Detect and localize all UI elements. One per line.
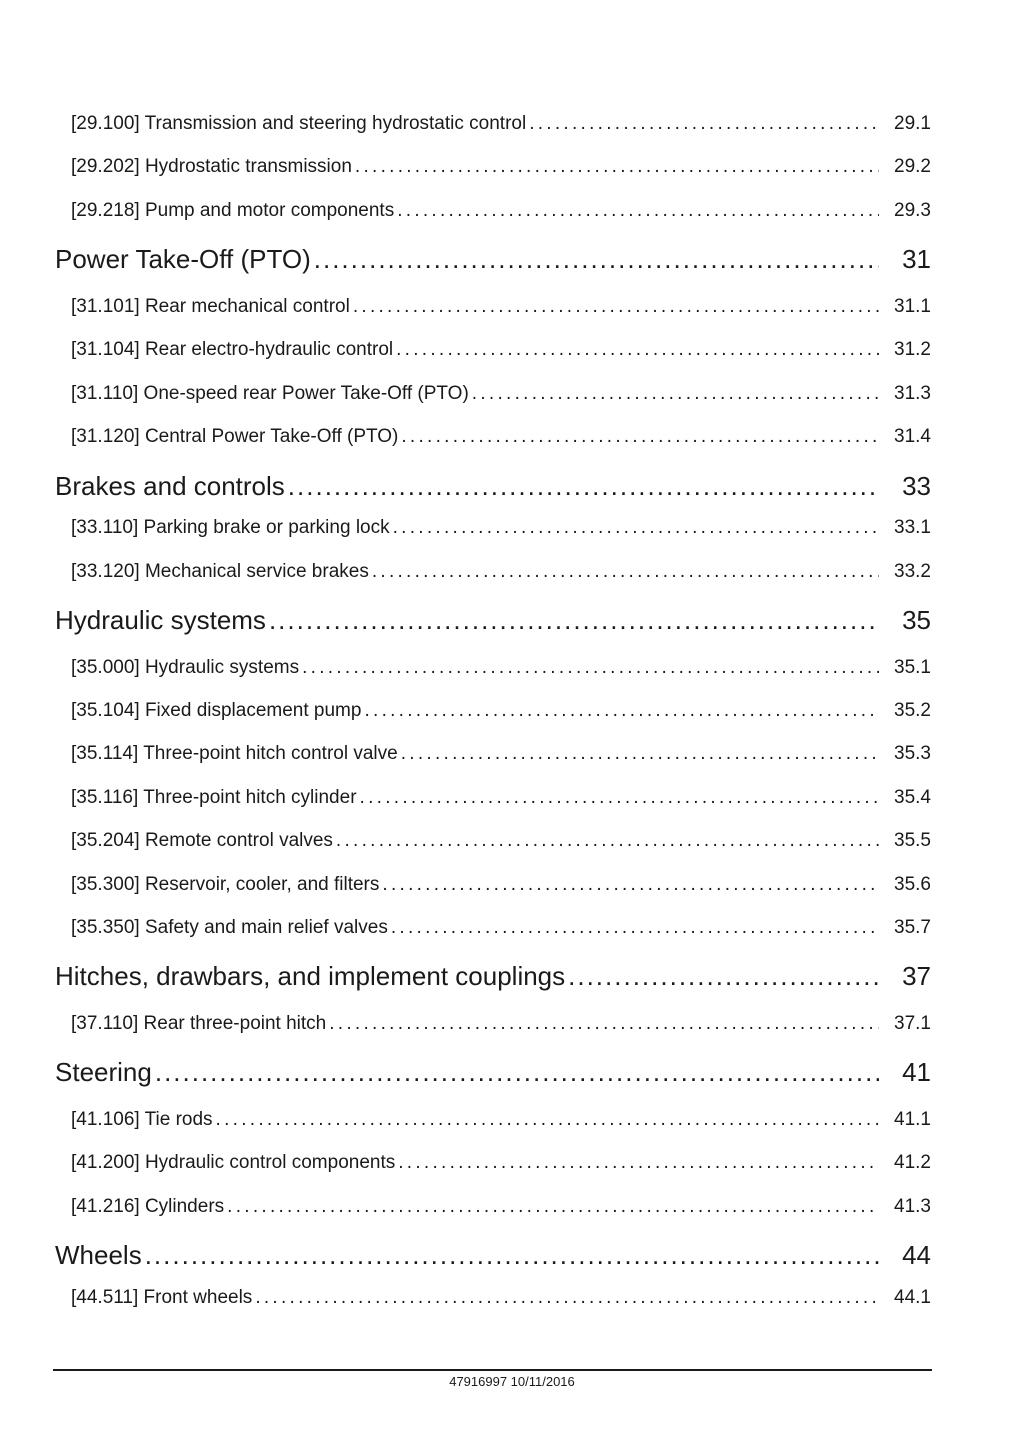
toc-subsection-entry[interactable]: [55, 426, 931, 448]
entry-page-number: 35.4: [894, 787, 931, 808]
dot-leader: [391, 917, 879, 939]
toc-subsection-entry[interactable]: [55, 743, 931, 765]
dot-leader: [353, 296, 879, 318]
entry-page-number: 35.5: [894, 830, 931, 851]
entry-title: [29.100] Transmission and steering hydrostatic control: [71, 113, 527, 134]
toc-subsection-entry[interactable]: [55, 787, 931, 809]
entry-title: [31.104] Rear electro-hydraulic control: [71, 339, 394, 360]
entry-title: [35.300] Reservoir, cooler, and filters: [71, 874, 380, 895]
entry-title: [33.120] Mechanical service brakes: [71, 561, 369, 582]
toc-section-entry[interactable]: [55, 961, 931, 992]
entry-title: [31.101] Rear mechanical control: [71, 296, 350, 317]
dot-leader: [355, 156, 879, 178]
entry-page-number: 44.1: [894, 1287, 931, 1308]
dot-leader: [314, 244, 879, 275]
toc-section-entry[interactable]: [55, 605, 931, 636]
entry-title: [35.116] Three-point hitch cylinder: [71, 787, 357, 808]
dot-leader: [529, 113, 879, 135]
dot-leader: [155, 1057, 879, 1088]
dot-leader: [364, 700, 879, 722]
dot-leader: [568, 961, 879, 992]
entry-page-number: 31.2: [894, 339, 931, 360]
toc-section-entry[interactable]: [55, 471, 931, 502]
toc-subsection-entry[interactable]: [55, 113, 931, 135]
entry-title: [29.202] Hydrostatic transmission: [71, 156, 352, 177]
dot-leader: [216, 1109, 879, 1131]
entry-page-number: 31.1: [894, 296, 931, 317]
entry-page-number: 31: [902, 244, 931, 274]
dot-leader: [145, 1240, 879, 1271]
entry-title: [41.106] Tie rods: [71, 1109, 213, 1130]
dot-leader: [382, 874, 879, 896]
dot-leader: [227, 1196, 879, 1218]
entry-title: [41.216] Cylinders: [71, 1196, 225, 1217]
toc-subsection-entry[interactable]: [55, 657, 931, 679]
dot-leader: [336, 830, 879, 852]
dot-leader: [329, 1013, 879, 1035]
toc-subsection-entry[interactable]: [55, 296, 931, 318]
dot-leader: [397, 200, 879, 222]
entry-page-number: 35.2: [894, 700, 931, 721]
entry-page-number: 44: [902, 1240, 931, 1270]
toc-subsection-entry[interactable]: [55, 830, 931, 852]
entry-page-number: 35: [902, 605, 931, 635]
dot-leader: [396, 339, 879, 361]
entry-page-number: 41.2: [894, 1152, 931, 1173]
toc-subsection-entry[interactable]: [55, 1287, 931, 1309]
entry-page-number: 33: [902, 471, 931, 501]
entry-title: [35.204] Remote control valves: [71, 830, 333, 851]
entry-page-number: 41: [902, 1057, 931, 1087]
entry-page-number: 29.3: [894, 200, 931, 221]
toc-subsection-entry[interactable]: [55, 1109, 931, 1131]
dot-leader: [472, 383, 879, 405]
toc-subsection-entry[interactable]: [55, 383, 931, 405]
toc-section-entry[interactable]: [55, 244, 931, 275]
entry-page-number: 37.1: [894, 1013, 931, 1034]
entry-title: Power Take-Off (PTO): [55, 244, 311, 274]
dot-leader: [302, 657, 879, 679]
entry-title: [35.350] Safety and main relief valves: [71, 917, 388, 938]
toc-subsection-entry[interactable]: [55, 200, 931, 222]
toc-subsection-entry[interactable]: [55, 1152, 931, 1174]
entry-page-number: 29.1: [894, 113, 931, 134]
entry-title: [44.511] Front wheels: [71, 1287, 253, 1308]
entry-page-number: 35.1: [894, 657, 931, 678]
toc-section-entry[interactable]: [55, 1057, 931, 1088]
entry-title: Steering: [55, 1057, 152, 1087]
dot-leader: [398, 1152, 879, 1174]
entry-title: Brakes and controls: [55, 471, 285, 501]
entry-page-number: 33.2: [894, 561, 931, 582]
toc-subsection-entry[interactable]: [55, 339, 931, 361]
entry-page-number: 41.3: [894, 1196, 931, 1217]
toc-subsection-entry[interactable]: [55, 517, 931, 539]
entry-page-number: 31.3: [894, 383, 931, 404]
entry-page-number: 37: [902, 961, 931, 991]
dot-leader: [393, 517, 879, 539]
entry-title: [41.200] Hydraulic control components: [71, 1152, 396, 1173]
dot-leader: [401, 743, 879, 765]
entry-page-number: 31.4: [894, 426, 931, 447]
entry-page-number: 41.1: [894, 1109, 931, 1130]
entry-page-number: 35.6: [894, 874, 931, 895]
entry-title: Hitches, drawbars, and implement couplings: [55, 961, 566, 991]
toc-subsection-entry[interactable]: [55, 874, 931, 896]
entry-title: [31.110] One-speed rear Power Take-Off (PTO): [71, 383, 469, 404]
footer-rule: [53, 1369, 932, 1371]
entry-page-number: 33.1: [894, 517, 931, 538]
entry-title: [35.114] Three-point hitch control valve: [71, 743, 398, 764]
toc-subsection-entry[interactable]: [55, 1013, 931, 1035]
entry-title: [33.110] Parking brake or parking lock: [71, 517, 390, 538]
toc-subsection-entry[interactable]: [55, 156, 931, 178]
entry-title: Hydraulic systems: [55, 605, 266, 635]
entry-title: [35.000] Hydraulic systems: [71, 657, 300, 678]
dot-leader: [288, 471, 879, 502]
toc-subsection-entry[interactable]: [55, 561, 931, 583]
toc-subsection-entry[interactable]: [55, 917, 931, 939]
dot-leader: [401, 426, 879, 448]
entry-page-number: 29.2: [894, 156, 931, 177]
entry-title: [29.218] Pump and motor components: [71, 200, 395, 221]
toc-section-entry[interactable]: [55, 1240, 931, 1271]
entry-title: [35.104] Fixed displacement pump: [71, 700, 362, 721]
entry-title: [37.110] Rear three-point hitch: [71, 1013, 327, 1034]
toc-subsection-entry[interactable]: [55, 700, 931, 722]
toc-subsection-entry[interactable]: [55, 1196, 931, 1218]
dot-leader: [372, 561, 879, 583]
footer-doc-reference: 47916997 10/11/2016: [449, 1374, 575, 1389]
entry-page-number: 35.7: [894, 917, 931, 938]
dot-leader: [255, 1287, 879, 1309]
entry-title: Wheels: [55, 1240, 142, 1270]
entry-title: [31.120] Central Power Take-Off (PTO): [71, 426, 399, 447]
dot-leader: [360, 787, 879, 809]
dot-leader: [269, 605, 879, 636]
entry-page-number: 35.3: [894, 743, 931, 764]
